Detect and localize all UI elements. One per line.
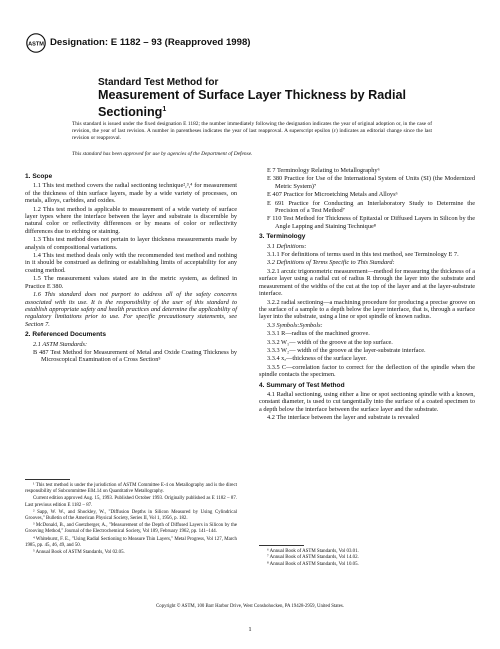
para-3-2: 3.2 Definitions of Terms Specific to This Standard: [267,259,395,267]
para-3-3-3: 3.3.3 W₂— width of the groove at the layer-substrate interface. [267,346,426,354]
scope-heading: 1. Scope [25,173,53,180]
title-line-1: Standard Test Method for [98,77,219,88]
astm-logo-icon [26,33,46,53]
ref-e7: E 7 Terminology Relating to Metallography⁶ [267,167,380,174]
footnotes-right [259,549,475,568]
para-3-3: 3.3 Symbols:Symbols: [267,321,323,329]
para-4-1: 4.1 Radial sectioning, using either a line or spot sectioning spindle with a known, constant diameter, is used to cut tangentially into the surface of a coated specimen to a depth below the interface between the surface layer and the substrate. [259,390,475,413]
footnote-7: ⁷ Annual Book of ASTM Standards, Vol 14.02. [267,555,359,561]
para-1-3: 1.3 This test method does not pertain to layer thickness measurements made by analysis of compositional variations. [25,236,237,251]
footnote-2: ² Sapp, W. W., and Shockley, W., "Diffusion Depths in Silicon Measured by Using Cylindrical Grooves," Bulletin of the American Physical Society, Series II, Vol 1, 1956, p. 182. [25,509,237,522]
ref-e407: E 407 Practice for Microetching Metals and Alloys⁶ [267,191,398,199]
ref-b487: B 487 Test Method for Measurement of Metal and Oxide Coating Thickness by Microscopical Examination of a Cross Section⁵ [33,348,237,364]
title-block [98,77,418,119]
left-column [25,170,237,365]
title-line-3-text: Sectioning [98,104,163,119]
footnote-3: ³ McDonald, B., and Goetzberger, A., "Measurement of the Depth of Diffused Layers in Silicon by the Grooving Method," Journal of the Electrochemical Society, Vol 109, February 1962, pp. 141–144. [25,523,237,535]
footnote-1a: ¹ This test method is under the jurisdiction of ASTM Committee E-4 on Metallography and is the direct responsibility of Subcommittee E04.14 on Quantitative Metallography. [25,483,237,495]
para-4-2: 4.2 The interface between the layer and substrate is revealed [267,414,419,422]
page-number: 1 [248,626,252,633]
para-3-2-1: 3.2.1 arcuic trigonometric measurement—method for measuring the thickness of a surface layer using a radial cut of radius R through the layer into the substrate and measurement of the widths of the cut at the top of the layer and at the layer-substrate interface. [259,267,475,298]
para-3-2-2: 3.2.2 radial sectioning—a machining procedure for producing a precise groove on the surface of a sample to a depth below the layer interface, that is, through a surface layer into the substrate, using a line or spot spindle of known radius. [259,298,475,321]
para-3-3-2: 3.3.2 W₁— width of the groove at the top surface. [267,338,393,346]
para-3-3-4: 3.3.4 xₐ—thickness of the surface layer. [267,355,367,363]
footnote-5: ⁵ Annual Book of ASTM Standards, Vol 02.05. [33,550,125,556]
svg-text:ASTM: ASTM [28,41,44,48]
footnote-6: ⁶ Annual Book of ASTM Standards, Vol 03.01. [267,549,359,554]
para-3-3-1: 3.3.1 R—radius of the machined groove. [267,330,370,338]
designation: Designation: E 1182 – 93 (Reapproved 1998) [50,37,251,48]
footnote-rule-left [25,479,70,480]
para-1-4: 1.4 This test method deals only with the recommended test method and nothing in it should be construed as defining or establishing limits of acceptability for any coating method. [25,252,237,274]
summary-heading: 4. Summary of Test Method [259,381,345,389]
right-column [259,167,475,423]
footnotes-left [25,483,237,557]
ref-e691: E 691 Practice for Conducting an Interlaboratory Study to Determine the Precision of a Test Method⁷ [267,199,475,215]
para-3-3-5: 3.3.5 C—correlation factor to correct for the deflection of the spindle when the spindle contacts the specimen. [259,363,475,379]
para-1-1: 1.1 This test method covers the radial sectioning technique²,³,⁴ for measurement of the thickness of thin surface layers, made by a wide variety of processes, on metals, alloys, carbides, and oxides. [25,182,237,205]
para-3-1: 3.1 Definitions: [267,242,307,250]
para-1-2: 1.2 This test method is applicable to measurement of a wide variety of surface layer types where the interface between the layer and substrate is discernible by natural color or reflectivity differences or by means of color or reflectivity differences due to etching or staining. [25,205,237,235]
footnote-rule-right [259,545,304,546]
standard-intro: This standard is issued under the fixed designation E 1182; the number immediately following the designation indicates the year of original adoption or, in the case of revision, the year of last revision. A number in parentheses indicates the year of last reapproval. A superscript epsilon (ε) indicates an editorial change since the last revision or reapproval. [72,121,432,141]
footnote-8: ⁸ Annual Book of ASTM Standards, Vol 10.05. [267,561,359,567]
ref-e380: E 380 Practice for Use of the International System of Units (SI) (the Modernized Metric System)⁷ [267,175,475,190]
approval-note: This standard has been approved for use by agencies of the Department of Defense. [72,151,253,157]
title-footnote-mark: 1 [162,105,167,113]
title-line-3 [98,103,418,120]
para-2-1: 2.1 ASTM Standards: [33,340,88,348]
referenced-documents-heading: 2. Referenced Documents [25,331,106,339]
para-1-6: 1.6 This standard does not purport to address all of the safety concerns associated with its use. It is the responsibility of the user of this standard to establish appropriate safety and health practices and determine the applicability of regulatory limitations prior to use. For specific precautionary statements, see Section 7. [25,291,237,328]
title-line-2: Measurement of Surface Layer Thickness by Radial [98,88,406,102]
footnote-1b: Current edition approved Aug. 15, 1993. Published October 1993. Originally published as E 1182 – 87. Last previous edition E 1182 – 87. [25,496,237,508]
copyright-line: Copyright © ASTM, 100 Barr Harbor Drive, West Conshohocken, PA 19428-2959, United States. [156,604,344,609]
para-3-1-1: 3.1.1 For definitions of terms used in this test method, see Terminology E 7. [267,251,459,259]
para-1-5: 1.5 The measurement values stated are in the metric system, as defined in Practice E 380. [25,275,237,290]
ref-f110: F 110 Test Method for Thickness of Epitaxial or Diffused Layers in Silicon by the Angle Lapping and Staining Technique⁸ [267,215,475,230]
footnote-4: ⁴ Whitehurst, F. E., "Using Radial Sectioning to Measure Thin Layers," Metal Progress, Vol 127, March 1985, pp. 45, 46, 49, and 50. [25,536,237,548]
terminology-heading: 3. Terminology [259,233,306,241]
